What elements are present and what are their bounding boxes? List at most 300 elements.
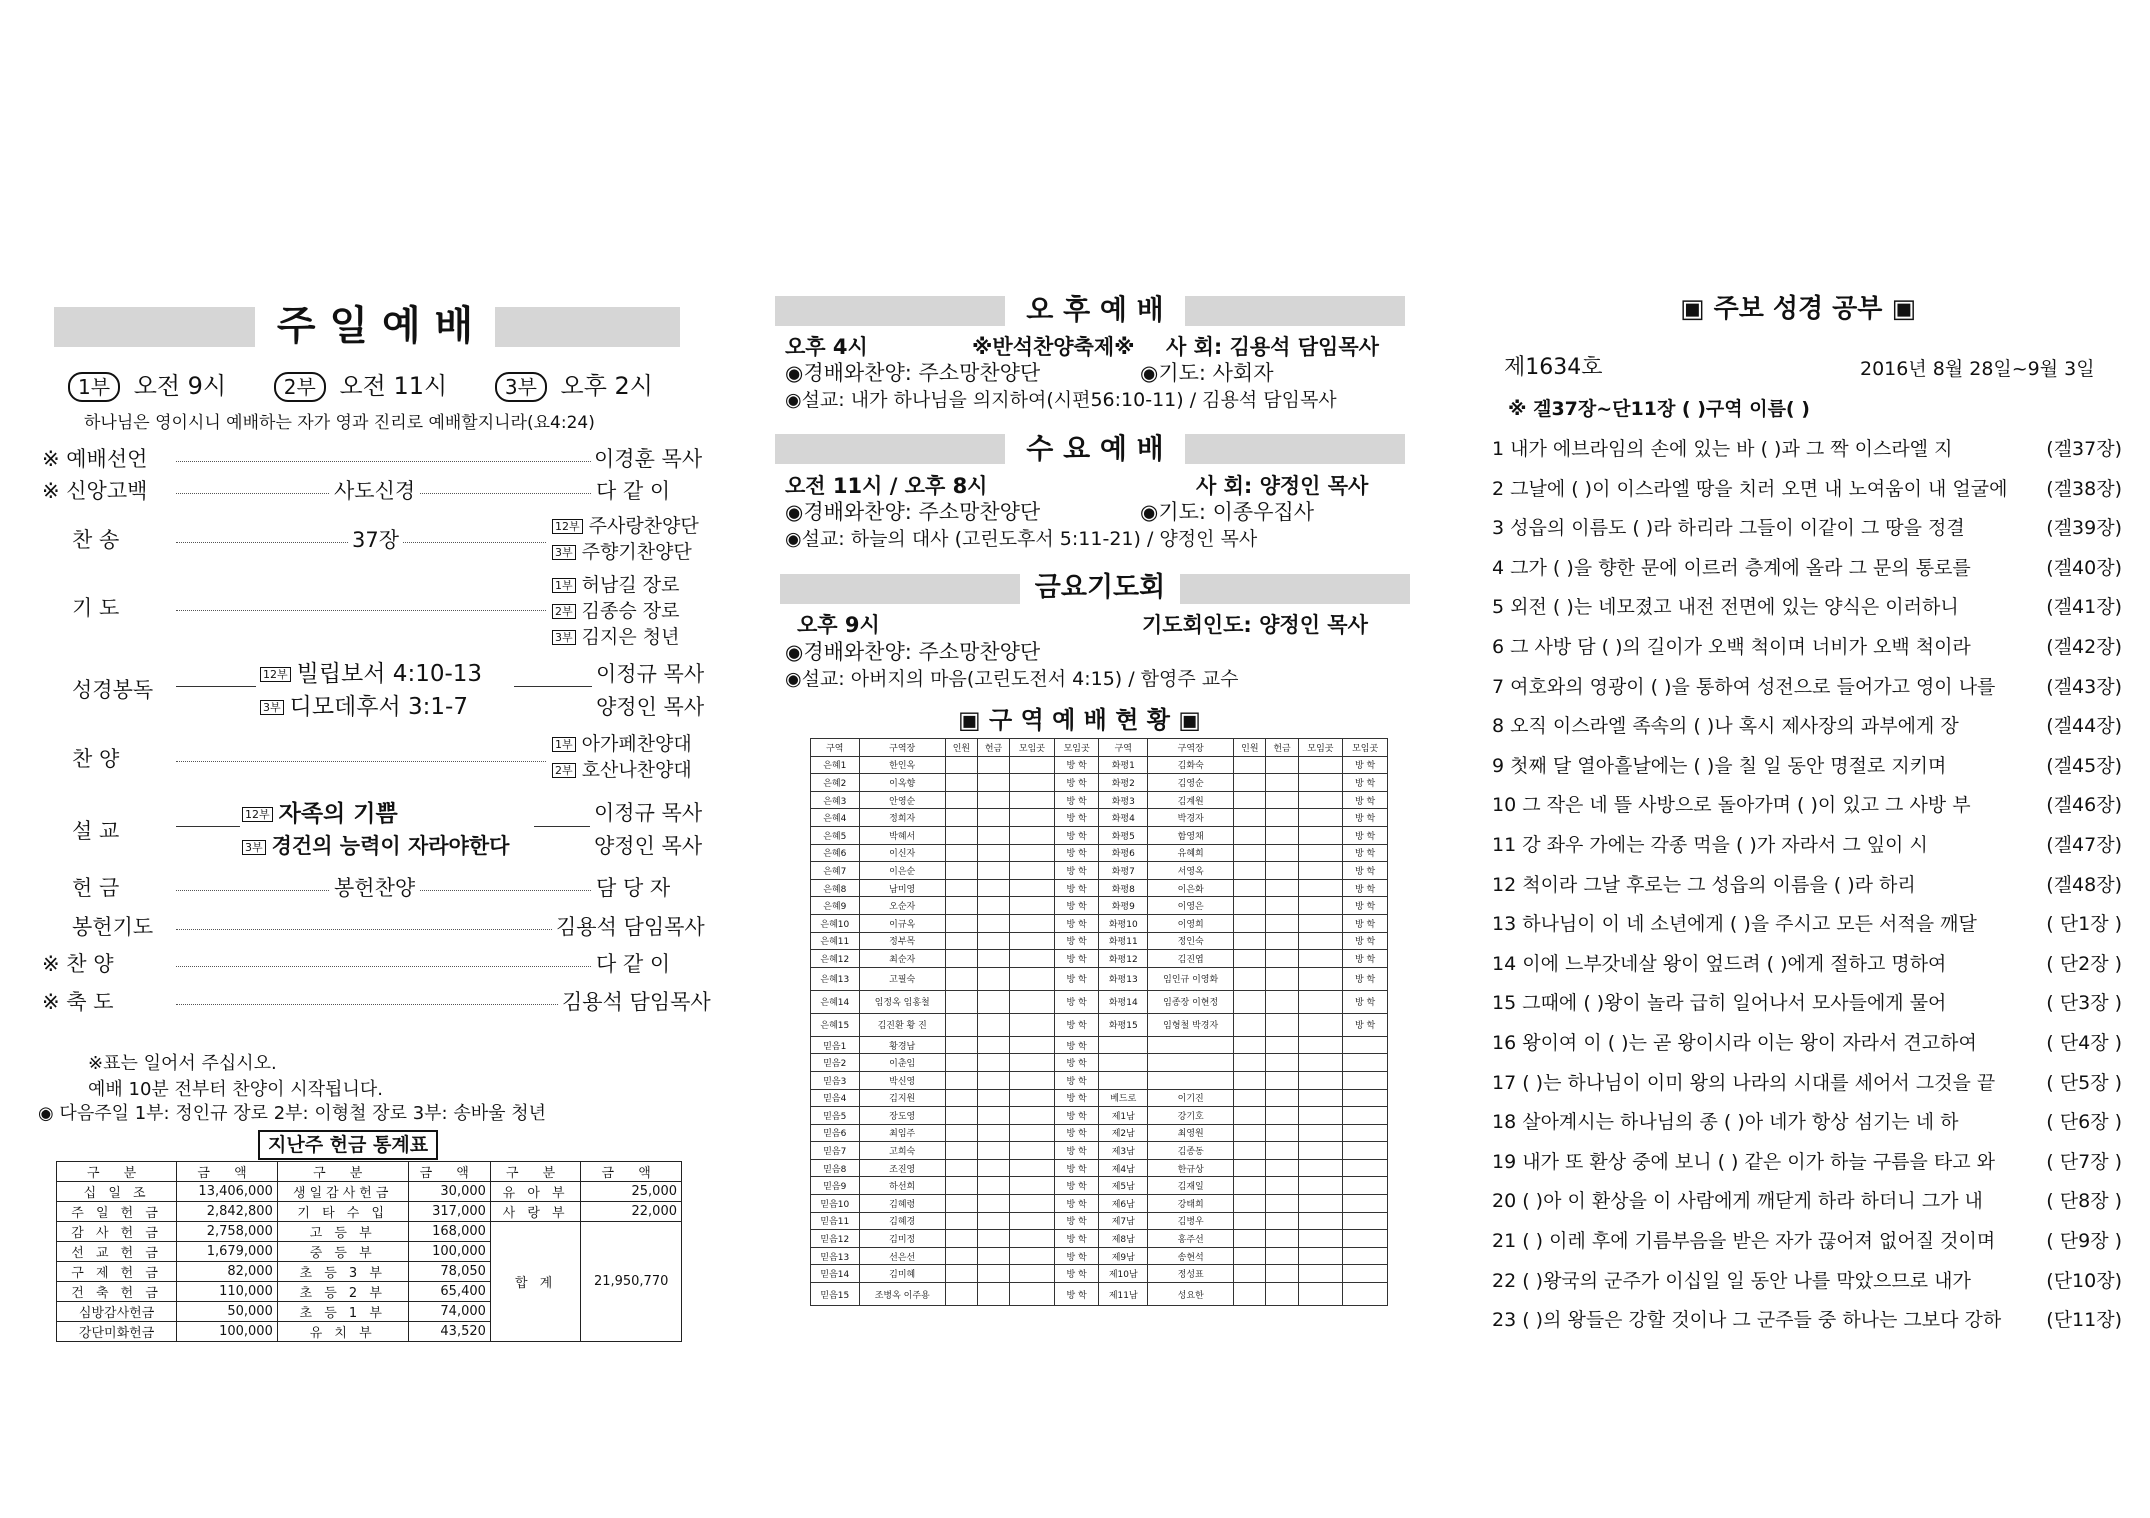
- table-cell: [1343, 1177, 1388, 1195]
- question-text: 20 ( )아 이 환상을 이 사람에게 깨닫게 하라 하더니 그가 내: [1492, 1190, 1983, 1213]
- table-cell: 고 등 부: [277, 1222, 408, 1242]
- table-cell: 제5남: [1099, 1177, 1148, 1195]
- table-cell: [1266, 774, 1298, 792]
- order-label: 봉헌기도: [72, 915, 154, 939]
- table-cell: [1010, 1247, 1055, 1265]
- table-cell: 방 학: [1054, 879, 1099, 897]
- order-who: [552, 572, 679, 598]
- service-time: 오전 11시 / 오후 8시: [785, 474, 988, 498]
- table-cell: [1010, 1054, 1055, 1072]
- table-cell: 생일감사헌금: [277, 1182, 408, 1202]
- table-cell: [1010, 1177, 1055, 1195]
- reading-title: 빌립보서 4:10-13: [296, 661, 483, 687]
- table-cell: [945, 1089, 977, 1107]
- table-cell: 제10남: [1099, 1265, 1148, 1283]
- question-text: 19 내가 또 환상 중에 보니 ( ) 같은 이가 하늘 구름을 타고 와: [1492, 1150, 1995, 1173]
- table-cell: [1010, 1265, 1055, 1283]
- table-cell: [977, 879, 1009, 897]
- table-cell: [1010, 1230, 1055, 1248]
- table-cell: [1298, 844, 1343, 862]
- question-item: [1492, 754, 2122, 778]
- table-cell: 30,000: [408, 1182, 490, 1202]
- table-row: [811, 950, 1388, 968]
- table-cell: 김혜령: [859, 1195, 945, 1213]
- table-cell: [1343, 1054, 1388, 1072]
- table-cell: [1234, 844, 1266, 862]
- table-cell: [977, 844, 1009, 862]
- table-cell: [1343, 1107, 1388, 1125]
- table-cell: 김종동: [1148, 1142, 1234, 1160]
- table-row: [811, 932, 1388, 950]
- question-text: 12 척이라 그날 후로는 그 성읍의 이름을 ( )라 하리: [1492, 873, 1916, 896]
- question-reference: ( 단5장 ): [2046, 1071, 2122, 1094]
- table-cell: [945, 1195, 977, 1213]
- order-who: 이정규 목사: [596, 662, 705, 686]
- part-tag: 12부: [260, 667, 291, 682]
- table-cell: 방 학: [1054, 774, 1099, 792]
- service-detail: ◉경배와찬양: 주소망찬양단: [785, 500, 1041, 524]
- table-header: 헌금: [977, 739, 1009, 757]
- table-cell: [1234, 1212, 1266, 1230]
- table-header: 헌금: [1266, 739, 1298, 757]
- sermon-title: 자족의 기쁨: [278, 801, 398, 827]
- table-cell: 정인숙: [1148, 932, 1234, 950]
- order-who: [552, 513, 699, 539]
- order-label: ※ 신앙고백: [42, 479, 148, 503]
- table-cell: [977, 1212, 1009, 1230]
- table-cell: 방 학: [1343, 879, 1388, 897]
- table-cell: 주 일 헌 금: [57, 1202, 177, 1222]
- question-reference: (겔48장): [2046, 873, 2122, 896]
- table-cell: 화평10: [1099, 914, 1148, 932]
- part-tag: 3부: [242, 840, 266, 855]
- question-reference: ( 단8장 ): [2046, 1190, 2122, 1213]
- table-cell: [1010, 950, 1055, 968]
- table-header-row: [57, 1162, 682, 1182]
- question-reference: ( 단1장 ): [2046, 913, 2122, 936]
- service-detail: ◉기도: 사회자: [1140, 361, 1274, 385]
- table-cell: 방 학: [1054, 1036, 1099, 1054]
- table-cell: 방 학: [1054, 1283, 1099, 1306]
- table-cell: 화평7: [1099, 862, 1148, 880]
- table-cell: [1010, 932, 1055, 950]
- table-cell: 25,000: [581, 1182, 682, 1202]
- table-cell: 제6남: [1099, 1195, 1148, 1213]
- table-row: [811, 1142, 1388, 1160]
- table-cell: [1266, 1036, 1298, 1054]
- district-table: [810, 738, 1388, 1306]
- question-item: [1492, 675, 2122, 699]
- table-cell: [1010, 1124, 1055, 1142]
- table-cell: 조병옥 이주용: [859, 1283, 945, 1306]
- table-cell: 50,000: [177, 1302, 278, 1322]
- table-cell: [945, 844, 977, 862]
- table-cell: 임정옥 임홍철: [859, 990, 945, 1013]
- table-cell: 기 타 수 입: [277, 1202, 408, 1222]
- question-reference: (겔37장): [2046, 438, 2122, 460]
- table-cell: 방 학: [1054, 1124, 1099, 1142]
- reading-title: 디모데후서 3:1-7: [289, 694, 468, 720]
- table-cell: 은혜8: [811, 879, 860, 897]
- table-cell: [1010, 1142, 1055, 1160]
- table-cell: 남미영: [859, 879, 945, 897]
- table-header: 구역: [1099, 739, 1148, 757]
- table-cell: [1298, 1247, 1343, 1265]
- table-row: [57, 1182, 682, 1202]
- order-who: [552, 731, 692, 757]
- study-range: ※ 겔37장~단11장 ( )구역 이름( ): [1508, 398, 1810, 420]
- order-label: 기 도: [72, 596, 120, 620]
- service-detail: ◉기도: 이종우집사: [1140, 500, 1315, 524]
- table-cell: 168,000: [408, 1222, 490, 1242]
- table-cell: 방 학: [1054, 897, 1099, 915]
- table-row: [811, 1247, 1388, 1265]
- question-reference: (겔40장): [2046, 556, 2122, 579]
- table-cell: 이기진: [1148, 1089, 1234, 1107]
- order-label: ※ 축 도: [42, 990, 114, 1014]
- service-badge: 2부: [274, 372, 326, 402]
- table-row: [811, 990, 1388, 1013]
- table-cell: [945, 1247, 977, 1265]
- order-label: 성경봉독: [72, 678, 154, 702]
- table-row: [811, 809, 1388, 827]
- table-cell: 믿음14: [811, 1265, 860, 1283]
- table-cell: 베드로: [1099, 1089, 1148, 1107]
- table-cell: [945, 932, 977, 950]
- table-cell: 중 등 부: [277, 1242, 408, 1262]
- section-title: 수 요 예 배: [1005, 429, 1185, 469]
- table-cell: 은혜6: [811, 844, 860, 862]
- table-cell: [1234, 1265, 1266, 1283]
- table-cell: [1343, 1071, 1388, 1089]
- table-cell: [1266, 950, 1298, 968]
- service-event: ※반석찬양축제※: [972, 335, 1135, 359]
- table-cell: 화평1: [1099, 756, 1148, 774]
- table-cell: 믿음11: [811, 1212, 860, 1230]
- leader-dots: [176, 610, 546, 611]
- table-cell: [1266, 844, 1298, 862]
- table-cell: [1234, 990, 1266, 1013]
- table-cell: 유혜희: [1148, 844, 1234, 862]
- table-cell: [945, 756, 977, 774]
- table-cell: 김혜경: [859, 1212, 945, 1230]
- table-cell: [977, 932, 1009, 950]
- table-cell: 건 축 헌 금: [57, 1282, 177, 1302]
- table-row: [811, 967, 1388, 990]
- table-cell: [1343, 1230, 1388, 1248]
- table-cell: [1298, 1177, 1343, 1195]
- table-cell: 317,000: [408, 1202, 490, 1222]
- table-row: [811, 826, 1388, 844]
- table-cell: [1234, 791, 1266, 809]
- table-cell: 송현석: [1148, 1247, 1234, 1265]
- table-cell: [945, 879, 977, 897]
- table-cell: 심방감사헌금: [57, 1302, 177, 1322]
- question-item: [1492, 793, 2122, 817]
- order-who-name: 아가페찬양대: [581, 733, 692, 755]
- service-detail: ◉설교: 내가 하나님을 의지하여(시편56:10-11) / 김용석 담임목사: [785, 389, 1337, 411]
- table-cell: [1266, 1054, 1298, 1072]
- table-cell: 박신영: [859, 1071, 945, 1089]
- table-cell: [1266, 967, 1298, 990]
- table-cell: 박경자: [1148, 809, 1234, 827]
- table-cell: 임인규 이영화: [1148, 967, 1234, 990]
- table-cell: [945, 774, 977, 792]
- reading-text: [260, 659, 482, 689]
- table-cell: [1298, 1230, 1343, 1248]
- table-cell: [1266, 1124, 1298, 1142]
- table-cell: 이은순: [859, 862, 945, 880]
- table-cell: [1234, 897, 1266, 915]
- table-cell: 43,520: [408, 1322, 490, 1342]
- table-cell: 방 학: [1343, 774, 1388, 792]
- table-cell: 제2남: [1099, 1124, 1148, 1142]
- service-times: [68, 371, 653, 402]
- total-value: 21,950,770: [581, 1222, 682, 1342]
- table-cell: 초 등 3 부: [277, 1262, 408, 1282]
- table-cell: [1266, 791, 1298, 809]
- question-text: 14 이에 느부갓네살 왕이 엎드려 ( )에게 절하고 명하여: [1492, 952, 1947, 975]
- table-header: 구역: [811, 739, 860, 757]
- table-cell: [1298, 950, 1343, 968]
- table-cell: [1234, 1247, 1266, 1265]
- table-cell: [1234, 1054, 1266, 1072]
- table-cell: [1266, 826, 1298, 844]
- order-who: 다 같 이: [596, 479, 671, 503]
- table-cell: [1298, 862, 1343, 880]
- table-header: 구역장: [1148, 739, 1234, 757]
- sermon-title: 경건의 능력이 자라야한다: [271, 834, 510, 858]
- leader-dots: [176, 761, 546, 762]
- question-text: 1 내가 에브라임의 손에 있는 바 ( )과 그 짝 이스라엘 지: [1492, 438, 1953, 460]
- table-cell: [1298, 1107, 1343, 1125]
- table-cell: [1010, 1212, 1055, 1230]
- table-cell: [1298, 1159, 1343, 1177]
- table-cell: [977, 1159, 1009, 1177]
- table-cell: [1266, 1159, 1298, 1177]
- order-who: 담 당 자: [596, 876, 671, 900]
- question-reference: ( 단4장 ): [2046, 1032, 2122, 1054]
- table-cell: 화평3: [1099, 791, 1148, 809]
- table-cell: [977, 809, 1009, 827]
- table-header: 인원: [945, 739, 977, 757]
- table-cell: 정성표: [1148, 1265, 1234, 1283]
- table-cell: [1234, 1124, 1266, 1142]
- question-text: 17 ( )는 하나님이 이미 왕의 나라의 시대를 세어서 그것을 끝: [1492, 1071, 1996, 1094]
- study-title: ▣ 주보 성경 공부 ▣: [1680, 294, 1917, 324]
- table-cell: [1099, 1054, 1148, 1072]
- question-item: [1492, 833, 2122, 857]
- table-cell: [1298, 756, 1343, 774]
- table-cell: [1234, 1283, 1266, 1306]
- table-cell: 제9남: [1099, 1247, 1148, 1265]
- table-cell: [1234, 1230, 1266, 1248]
- table-cell: 믿음10: [811, 1195, 860, 1213]
- table-cell: 110,000: [177, 1282, 278, 1302]
- table-cell: 은혜5: [811, 826, 860, 844]
- table-header: 금 액: [408, 1162, 490, 1182]
- table-cell: 고희숙: [859, 1142, 945, 1160]
- table-cell: 방 학: [1054, 1212, 1099, 1230]
- table-cell: [977, 1124, 1009, 1142]
- table-cell: 제11남: [1099, 1283, 1148, 1306]
- table-cell: 정희자: [859, 809, 945, 827]
- verse: 하나님은 영이시니 예배하는 자가 영과 진리로 예배할지니라(요4:24): [84, 413, 595, 433]
- table-cell: [945, 1107, 977, 1125]
- table-cell: 82,000: [177, 1262, 278, 1282]
- part-tag: 1부: [552, 737, 576, 752]
- order-label: 헌 금: [72, 876, 120, 900]
- table-cell: 100,000: [408, 1242, 490, 1262]
- question-item: [1492, 1150, 2122, 1174]
- question-item: [1492, 1189, 2122, 1213]
- table-row: [811, 1089, 1388, 1107]
- table-cell: [945, 1071, 977, 1089]
- table-cell: 은혜1: [811, 756, 860, 774]
- table-cell: 2,758,000: [177, 1222, 278, 1242]
- table-cell: [1298, 1283, 1343, 1306]
- question-reference: (단11장): [2046, 1309, 2122, 1332]
- question-text: 3 성읍의 이름도 ( )라 하리라 그들이 이같이 그 땅을 정결: [1492, 517, 1965, 540]
- table-cell: [977, 1142, 1009, 1160]
- table-cell: [945, 1283, 977, 1306]
- question-reference: (겔39장): [2046, 517, 2122, 540]
- service-detail: ◉경배와찬양: 주소망찬양단: [785, 361, 1041, 385]
- table-cell: [1298, 1013, 1343, 1036]
- table-row: [811, 879, 1388, 897]
- table-cell: [1010, 1107, 1055, 1125]
- table-cell: 최순자: [859, 950, 945, 968]
- table-cell: [977, 1054, 1009, 1072]
- service-time: 오후 2시: [560, 372, 653, 400]
- question-text: 2 그날에 ( )이 이스라엘 땅을 치러 오면 내 노여움이 내 얼굴에: [1492, 477, 2008, 500]
- table-cell: [1266, 1107, 1298, 1125]
- question-item: [1492, 1071, 2122, 1095]
- table-cell: [1343, 1283, 1388, 1306]
- order-who: [552, 624, 679, 650]
- table-cell: [1343, 1089, 1388, 1107]
- table-cell: [1010, 1013, 1055, 1036]
- question-text: 5 외전 ( )는 네모졌고 내전 전면에 있는 양식은 이러하니: [1492, 596, 1959, 619]
- question-text: 16 왕이여 이 ( )는 곧 왕이시라 이는 왕이 자라서 견고하여: [1492, 1032, 1977, 1054]
- table-cell: 은혜12: [811, 950, 860, 968]
- table-cell: [945, 862, 977, 880]
- table-cell: 100,000: [177, 1322, 278, 1342]
- table-cell: [1010, 756, 1055, 774]
- question-item: [1492, 1110, 2122, 1134]
- table-cell: [977, 1283, 1009, 1306]
- table-cell: 초 등 2 부: [277, 1282, 408, 1302]
- order-who-name: 주향기찬양단: [581, 541, 692, 563]
- table-cell: [1234, 1177, 1266, 1195]
- table-cell: 화평6: [1099, 844, 1148, 862]
- table-cell: 방 학: [1054, 914, 1099, 932]
- table-cell: [1343, 1124, 1388, 1142]
- table-cell: [1099, 1036, 1148, 1054]
- table-cell: [1298, 932, 1343, 950]
- table-cell: [977, 950, 1009, 968]
- part-tag: 12부: [242, 807, 273, 822]
- table-cell: [945, 826, 977, 844]
- part-tag: 3부: [552, 545, 576, 560]
- question-item: [1492, 556, 2122, 580]
- page-title: 주 일 예 배: [255, 300, 495, 352]
- order-who: 다 같 이: [596, 952, 671, 976]
- service-badge: 1부: [68, 372, 120, 402]
- table-cell: 선은선: [859, 1247, 945, 1265]
- table-cell: 사 랑 부: [490, 1202, 580, 1222]
- table-cell: [1010, 1283, 1055, 1306]
- table-cell: 방 학: [1343, 990, 1388, 1013]
- table-cell: 믿음13: [811, 1247, 860, 1265]
- table-cell: [1266, 990, 1298, 1013]
- table-cell: 화평4: [1099, 809, 1148, 827]
- table-cell: 김화숙: [1148, 756, 1234, 774]
- table-cell: [977, 862, 1009, 880]
- table-cell: 믿음2: [811, 1054, 860, 1072]
- table-cell: 정부목: [859, 932, 945, 950]
- order-label: 찬 송: [72, 528, 120, 552]
- total-label: 합 계: [490, 1222, 580, 1342]
- table-cell: 최임주: [859, 1124, 945, 1142]
- order-who: [552, 598, 679, 624]
- table-cell: 임형철 박경자: [1148, 1013, 1234, 1036]
- table-cell: [945, 967, 977, 990]
- table-cell: [945, 950, 977, 968]
- service-host: 기도회인도: 양정인 목사: [1142, 613, 1368, 637]
- table-cell: [1266, 1247, 1298, 1265]
- question-text: 8 오직 이스라엘 족속의 ( )나 혹시 제사장의 과부에게 장: [1492, 715, 1959, 738]
- table-cell: 김재일: [1148, 1177, 1234, 1195]
- table-cell: [1266, 1142, 1298, 1160]
- table-header: 금 액: [177, 1162, 278, 1182]
- question-text: 9 첫째 달 열아흘날에는 ( )을 칠 일 동안 명절로 지키며: [1492, 754, 1947, 777]
- table-cell: 김영순: [1148, 774, 1234, 792]
- order-label: ※ 찬 양: [42, 952, 114, 976]
- table-cell: [1234, 1142, 1266, 1160]
- table-cell: [945, 1013, 977, 1036]
- table-row: [811, 1230, 1388, 1248]
- question-reference: ( 단9장 ): [2046, 1230, 2122, 1252]
- table-cell: 화평15: [1099, 1013, 1148, 1036]
- table-cell: [977, 1013, 1009, 1036]
- table-header: 구역장: [859, 739, 945, 757]
- table-cell: [1298, 809, 1343, 827]
- question-reference: (겔46장): [2046, 794, 2122, 817]
- table-cell: [1298, 1265, 1343, 1283]
- question-reference: (겔41장): [2046, 596, 2122, 619]
- table-cell: [1234, 950, 1266, 968]
- table-cell: 방 학: [1054, 1159, 1099, 1177]
- table-cell: [1010, 774, 1055, 792]
- table-cell: [1010, 1036, 1055, 1054]
- table-cell: 방 학: [1343, 897, 1388, 915]
- table-cell: 믿음7: [811, 1142, 860, 1160]
- table-cell: [1298, 879, 1343, 897]
- question-text: 15 그때에 ( )왕이 놀라 급히 일어나서 모사들에게 물어: [1492, 992, 1947, 1015]
- question-text: 10 그 작은 네 뜰 사방으로 돌아가며 ( )이 있고 그 사방 부: [1492, 794, 1971, 817]
- order-who: 양정인 목사: [594, 834, 703, 858]
- table-cell: 이영은: [1148, 897, 1234, 915]
- table-cell: [945, 1212, 977, 1230]
- table-cell: [1010, 914, 1055, 932]
- question-reference: (겔43장): [2046, 675, 2122, 698]
- table-cell: [945, 1054, 977, 1072]
- table-cell: [1298, 1054, 1343, 1072]
- table-cell: [1343, 1212, 1388, 1230]
- table-cell: [1298, 1089, 1343, 1107]
- table-cell: [1234, 774, 1266, 792]
